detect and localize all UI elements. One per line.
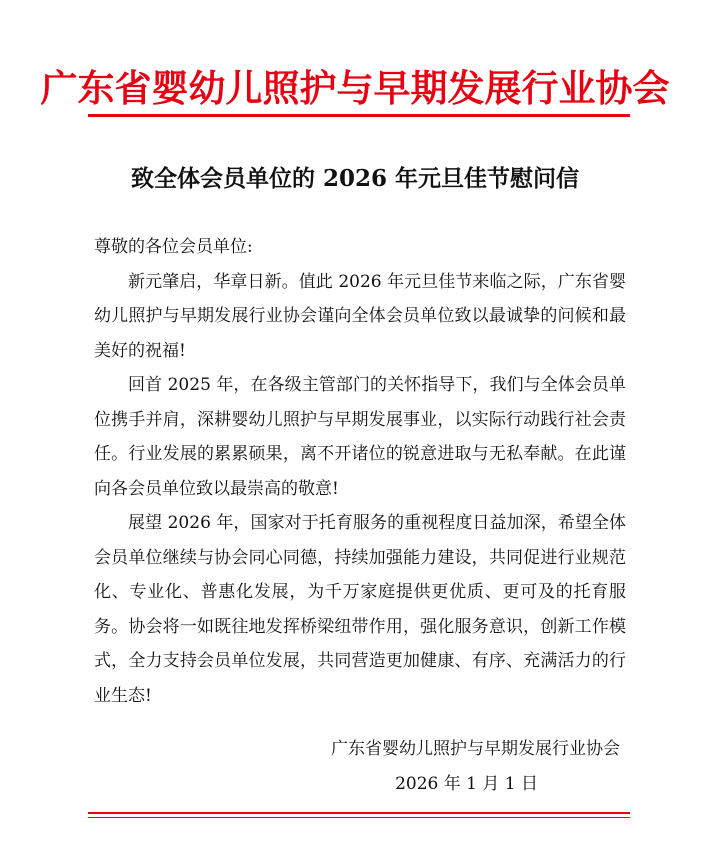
signature-block [331, 732, 620, 801]
letter-body [94, 230, 626, 713]
document-title: 致全体会员单位的 2026 年元旦佳节慰问信 [130, 165, 580, 192]
paragraph-review: 回首 2025 年，在各级主管部门的关怀指导下，我们与全体会员单位携手并肩，深耕婴幼儿照护与早期发展事业，以实际行动践行社会责任。行业发展的累累硕果，离不开诸位的锐意进取与无私奉献。在此谨向各会员单位致以最崇高的敬意! [94, 375, 626, 499]
signature-date: 2026 年 1 月 1 日 [395, 773, 538, 794]
footer-red-rule-thick [88, 812, 630, 814]
footer-red-rule-thin [88, 817, 630, 818]
letterhead-org-name: 广东省婴幼儿照护与早期发展行业协会 [40, 67, 670, 110]
paragraph-greeting: 新元肇启，华章日新。值此 2026 年元旦佳节来临之际，广东省婴幼儿照护与早期发展行业协会谨向全体会员单位致以最诚挚的问候和最美好的祝福! [94, 271, 626, 361]
salutation: 尊敬的各位会员单位: [94, 237, 253, 257]
paragraph-outlook: 展望 2026 年，国家对于托育服务的重视程度日益加深，希望全体会员单位继续与协会同心同德，持续加强能力建设，共同促进行业规范化、专业化、普惠化发展，为千万家庭提供更优质、更可及的托育服务。协会将一如既往地发挥桥梁纽带作用，强化服务意识，创新工作模式，全力支持会员单位发展，共同营造更加健康、有序、充满活力的行业生态! [94, 513, 626, 706]
letterhead-red-rule [88, 114, 630, 117]
signature-org: 广东省婴幼儿照护与早期发展行业协会 [331, 739, 620, 759]
